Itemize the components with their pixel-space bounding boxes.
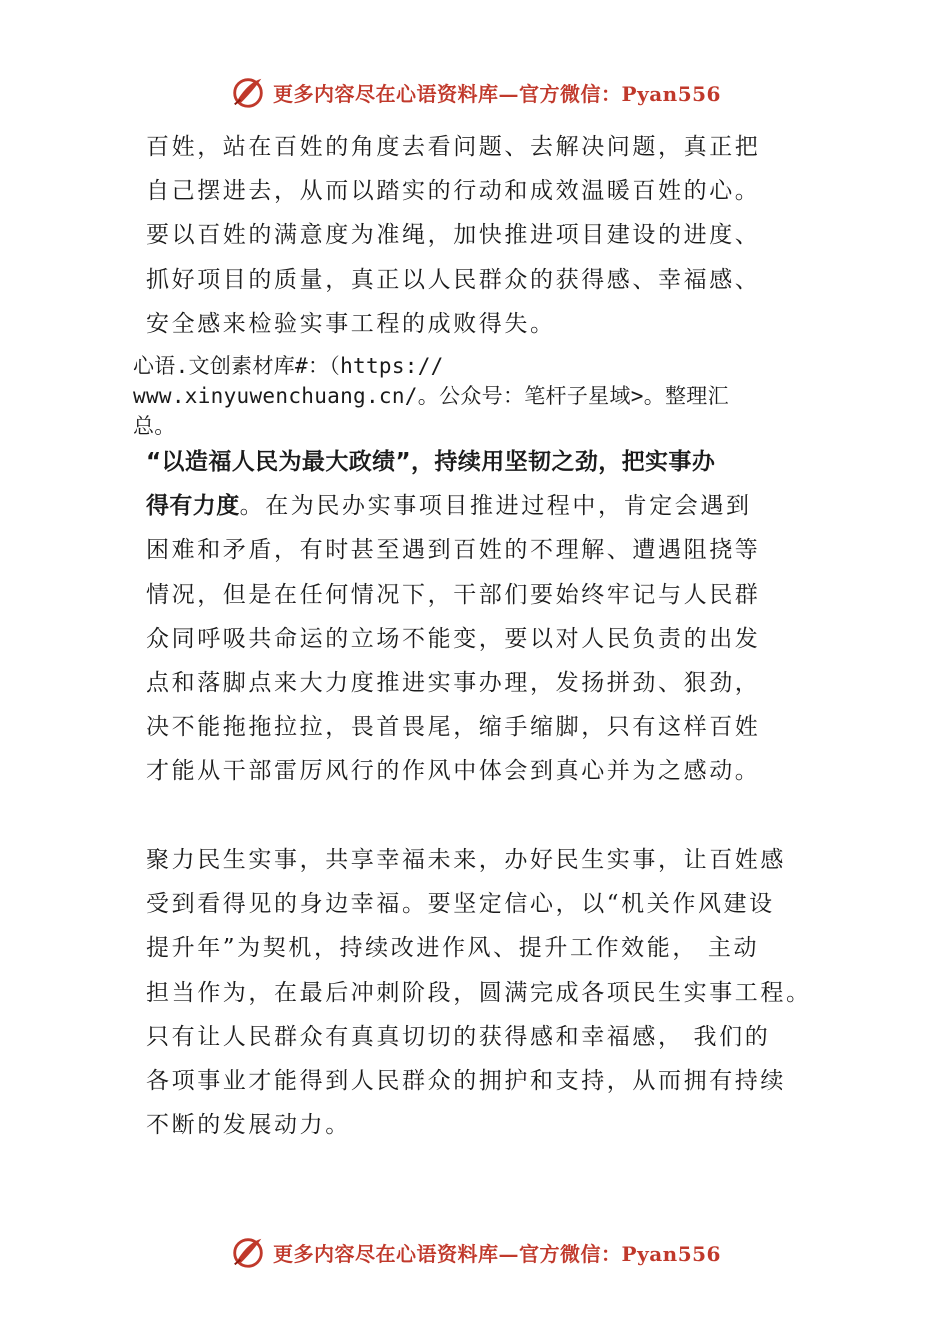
text-line: 决不能拖拖拉拉，畏首畏尾，缩手缩脚，只有这样百姓	[146, 714, 761, 741]
paragraph-1	[146, 125, 826, 346]
text-line: 安全感来检验实事工程的成败得失。	[146, 310, 556, 337]
pen-logo-icon	[229, 1233, 267, 1271]
text-line: 困难和矛盾，有时甚至遇到百姓的不理解、遭遇阻挠等	[146, 537, 761, 564]
source-line: 心语.文创素材库#：（https://	[133, 354, 444, 378]
footer-banner-text: 更多内容尽在心语资料库—官方微信：Pyan556	[273, 1241, 721, 1266]
text-line: 提升年”为契机，持续改进作风、提升工作效能， 主动	[146, 935, 760, 962]
text-line: 担当作为，在最后冲刺阶段，圆满完成各项民生实事工程。	[146, 979, 812, 1006]
text-line: 要以百姓的满意度为准绳，加快推进项目建设的进度、	[146, 222, 761, 249]
text-line: 才能从干部雷厉风行的作风中体会到真心并为之感动。	[146, 758, 761, 785]
header-banner-text: 更多内容尽在心语资料库—官方微信：Pyan556	[273, 81, 721, 106]
text-line: 各项事业才能得到人民群众的拥护和支持，从而拥有持续	[146, 1067, 786, 1094]
text-line: 自己摆进去，从而以踏实的行动和成效温暖百姓的心。	[146, 178, 761, 205]
text-line: 受到看得见的身边幸福。要坚定信心，以“机关作风建设	[146, 891, 775, 918]
text-line	[146, 484, 826, 528]
pen-logo-icon	[229, 73, 267, 111]
text-line: 聚力民生实事，共享幸福未来，办好民生实事，让百姓感	[146, 847, 786, 873]
source-line: 总。	[133, 414, 176, 438]
text-line: 百姓，站在百姓的角度去看问题、去解决问题，真正把	[146, 134, 761, 160]
source-note	[133, 351, 833, 441]
text-line: 不断的发展动力。	[146, 1112, 351, 1139]
bold-heading-line: “以造福人民为最大政绩”，持续用坚韧之劲，把实事办	[146, 449, 716, 475]
text-line: 点和落脚点来大力度推进实事办理，发扬拼劲、狠劲，	[146, 669, 761, 696]
text-line: 抓好项目的质量，真正以人民群众的获得感、幸福感、	[146, 266, 761, 293]
source-line: www.xinyuwenchuang.cn/。公众号：笔杆子星域>。整理汇	[133, 384, 729, 408]
footer-banner	[0, 1232, 950, 1272]
text-line: 只有让人民群众有真真切切的获得感和幸福感， 我们的	[146, 1023, 771, 1050]
text-line: 情况，但是在任何情况下，干部们要始终牢记与人民群	[146, 581, 761, 608]
bold-heading-lead: 得有力度	[146, 493, 240, 520]
text-line: 众同呼吸共命运的立场不能变，要以对人民负责的出发	[146, 625, 761, 652]
paragraph-3	[146, 838, 826, 1147]
text-line-rest: 。在为民办实事项目推进过程中，肯定会遇到	[239, 493, 752, 520]
header-banner	[0, 72, 950, 112]
paragraph-2	[146, 440, 826, 794]
